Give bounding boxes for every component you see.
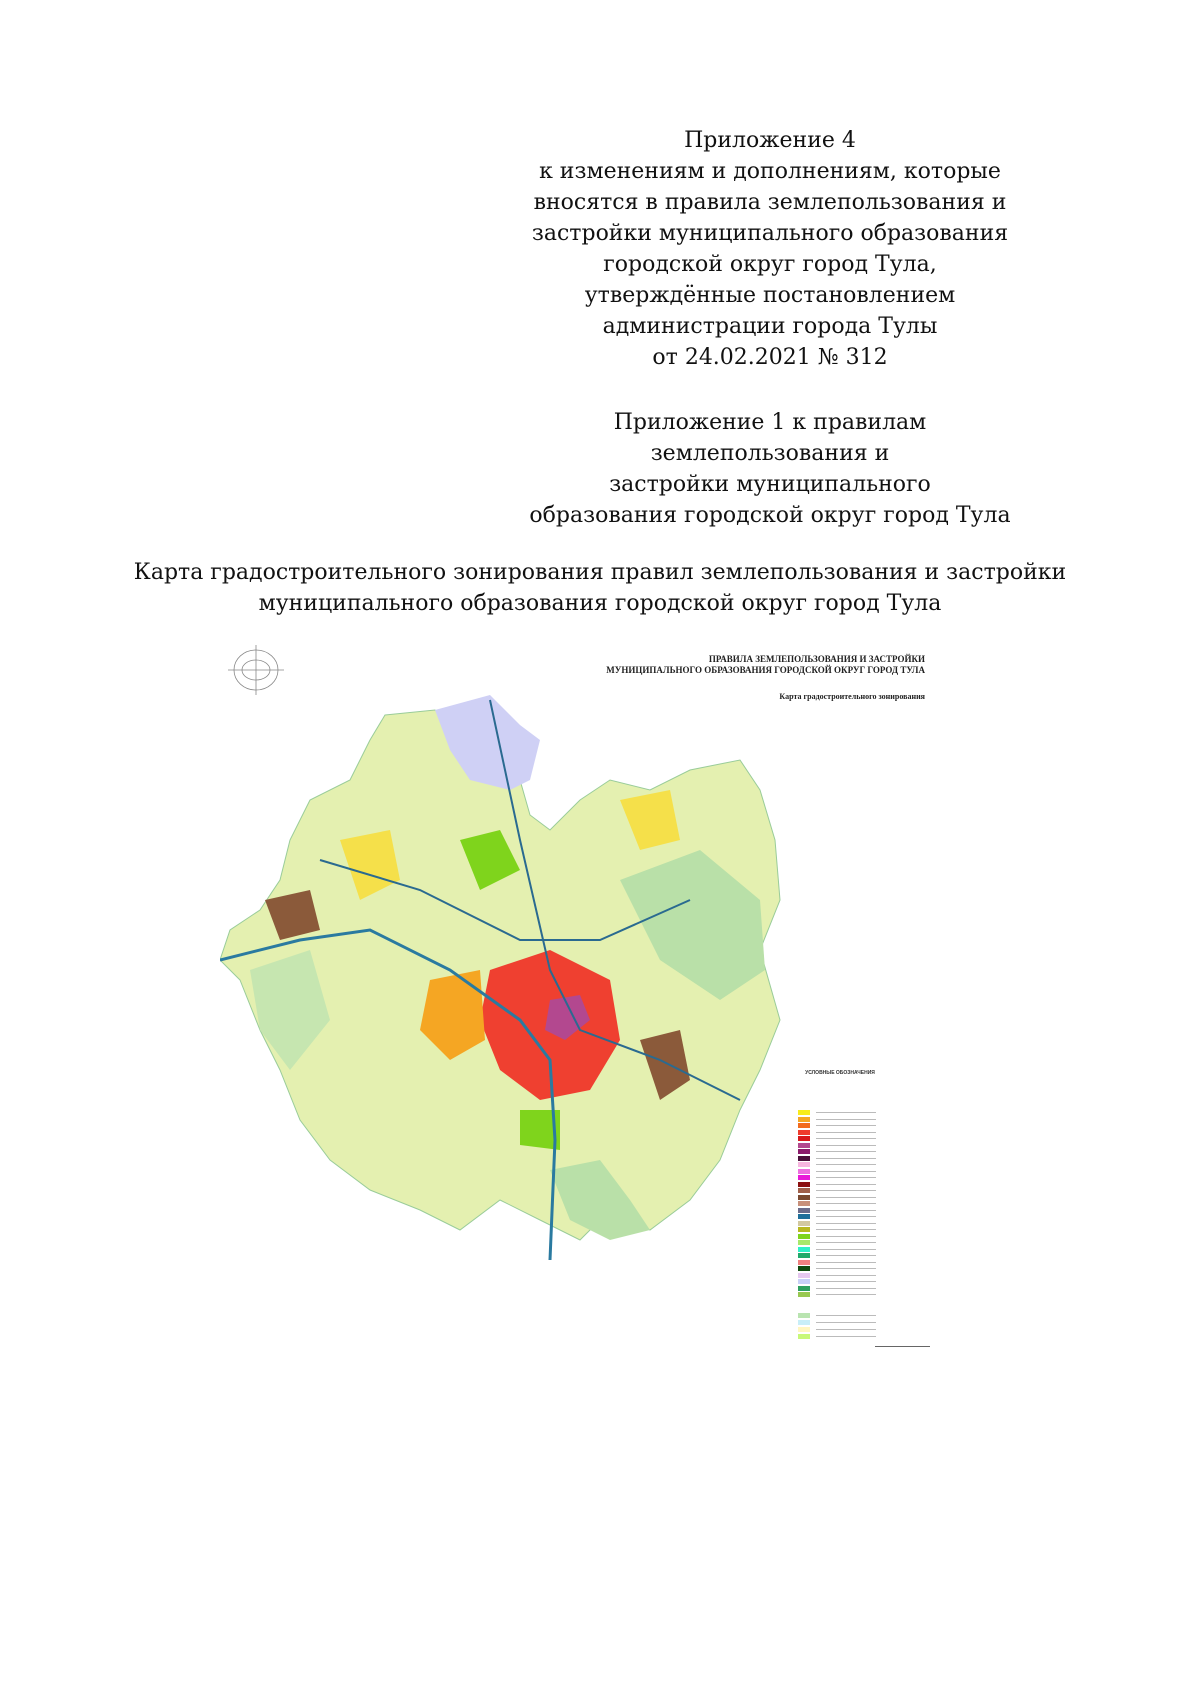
header-line: городской округ город Тула, [603,252,937,277]
legend-swatch [798,1240,810,1245]
zoning-map [220,640,935,1352]
legend-label [816,1322,876,1323]
legend-swatch [798,1195,810,1200]
header-line: землепользования и [650,441,890,466]
legend-label [816,1262,876,1263]
legend-label [816,1158,876,1159]
legend-label [816,1132,876,1133]
legend-label [816,1145,876,1146]
legend-swatch [798,1182,810,1187]
title-line: муниципального образования городской округ город Тула [258,591,942,616]
legend-label [816,1190,876,1191]
legend-swatch [798,1327,810,1332]
map-legend [790,1060,890,1350]
legend-label [816,1216,876,1217]
legend-label [816,1112,876,1113]
compass-icon [228,645,284,695]
appendix-4-header [520,125,1020,373]
legend-swatch [798,1169,810,1174]
header-line: администрации города Тулы [602,314,938,339]
legend-label [816,1236,876,1237]
legend-swatch [798,1227,810,1232]
legend-label [816,1177,876,1178]
legend-label [816,1197,876,1198]
legend-swatch [798,1247,810,1252]
legend-swatch [798,1221,810,1226]
legend-label [816,1329,876,1330]
header-line: Приложение 4 [684,128,856,153]
legend-swatch [798,1234,810,1239]
legend-swatch [798,1188,810,1193]
legend-swatch [798,1123,810,1128]
legend-swatch [798,1136,810,1141]
legend-swatch [798,1143,810,1148]
header-line: от 24.02.2021 № 312 [652,345,888,370]
legend-swatch [798,1273,810,1278]
map-subtitle: Карта градостроительного зонирования [779,692,925,701]
legend-label [816,1184,876,1185]
legend-swatch [798,1253,810,1258]
header-line: Приложение 1 к правилам [613,410,927,435]
legend-swatch [798,1292,810,1297]
map-header-line: МУНИЦИПАЛЬНОГО ОБРАЗОВАНИЯ ГОРОДСКОЙ ОКРУГ ГОРОД ТУЛА [606,665,925,675]
legend-swatch [798,1260,810,1265]
legend-label [816,1210,876,1211]
map-header [606,654,925,676]
legend-swatch [798,1130,810,1135]
legend-swatch [798,1162,810,1167]
legend-swatch [798,1201,810,1206]
legend-label [816,1171,876,1172]
legend-swatch [798,1156,810,1161]
map-header-line: ПРАВИЛА ЗЕМЛЕПОЛЬЗОВАНИЯ И ЗАСТРОЙКИ [708,654,925,664]
header-line: образования городской округ город Тула [529,503,1011,528]
legend-swatch [798,1334,810,1339]
header-line: застройки муниципального образования [531,221,1009,246]
legend-swatch [798,1320,810,1325]
legend-label [816,1164,876,1165]
legend-label [816,1242,876,1243]
document-title [20,557,1180,619]
legend-label [816,1275,876,1276]
scale-bar [875,1346,930,1347]
legend-swatch [798,1266,810,1271]
legend-label [816,1268,876,1269]
appendix-1-header [520,407,1020,531]
header-line: вносятся в правила землепользования и [533,190,1007,215]
legend-label [816,1125,876,1126]
header-line: к изменениям и дополнениям, которые [539,159,1001,184]
legend-label [816,1223,876,1224]
legend-swatch [798,1149,810,1154]
legend-swatch [798,1117,810,1122]
header-line: утверждённые постановлением [584,283,956,308]
legend-label [816,1229,876,1230]
legend-label [816,1138,876,1139]
legend-swatch [798,1279,810,1284]
legend-title: УСЛОВНЫЕ ОБОЗНАЧЕНИЯ [805,1070,875,1076]
legend-label [816,1119,876,1120]
legend-label [816,1288,876,1289]
legend-label [816,1255,876,1256]
legend-swatch [798,1214,810,1219]
legend-swatch [798,1286,810,1291]
legend-label [816,1203,876,1204]
legend-swatch [798,1110,810,1115]
legend-label [816,1151,876,1152]
legend-label [816,1281,876,1282]
legend-label [816,1315,876,1316]
legend-label [816,1249,876,1250]
legend-label [816,1294,876,1295]
legend-swatch [798,1208,810,1213]
title-line: Карта градостроительного зонирования правил землепользования и застройки [133,560,1067,585]
header-line: застройки муниципального [609,472,931,497]
legend-swatch [798,1175,810,1180]
legend-swatch [798,1313,810,1318]
legend-label [816,1336,876,1337]
